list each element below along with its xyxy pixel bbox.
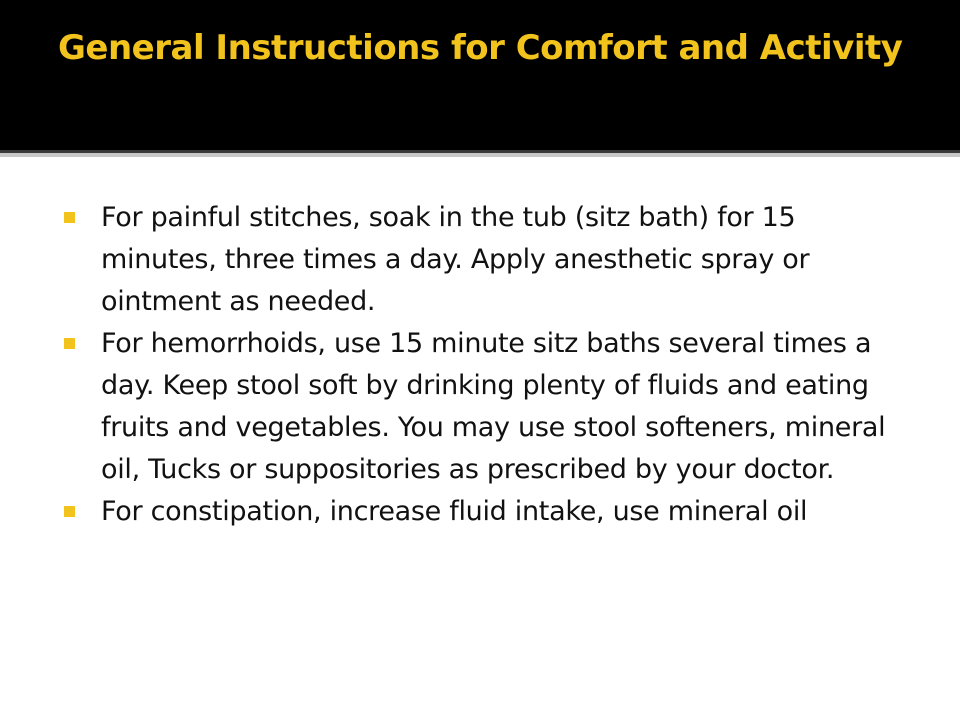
bullet-list	[64, 197, 914, 533]
bullet-item-hemorrhoids	[64, 323, 914, 491]
title-bar	[0, 0, 960, 150]
bullet-text: For constipation, increase fluid intake, use mineral oil	[101, 496, 808, 527]
bullet-text: For hemorrhoids, use 15 minute sitz baths several times a day. Keep stool soft by drinking plenty of fluids and eating fruits and vegetables. You may use stool softeners, mineral oil, Tucks or suppositories as prescribed by your doctor.	[101, 328, 886, 485]
bullet-text: For painful stitches, soak in the tub (sitz bath) for 15 minutes, three times a day. Apply anesthetic spray or ointment as needed.	[101, 202, 810, 317]
square-bullet-icon	[64, 338, 75, 349]
square-bullet-icon	[64, 212, 75, 223]
slide-content	[0, 157, 960, 720]
slide-title: General Instructions for Comfort and Activity	[58, 28, 903, 68]
bullet-item-constipation	[64, 491, 914, 533]
bullet-item-sitz-bath	[64, 197, 914, 323]
square-bullet-icon	[64, 506, 75, 517]
